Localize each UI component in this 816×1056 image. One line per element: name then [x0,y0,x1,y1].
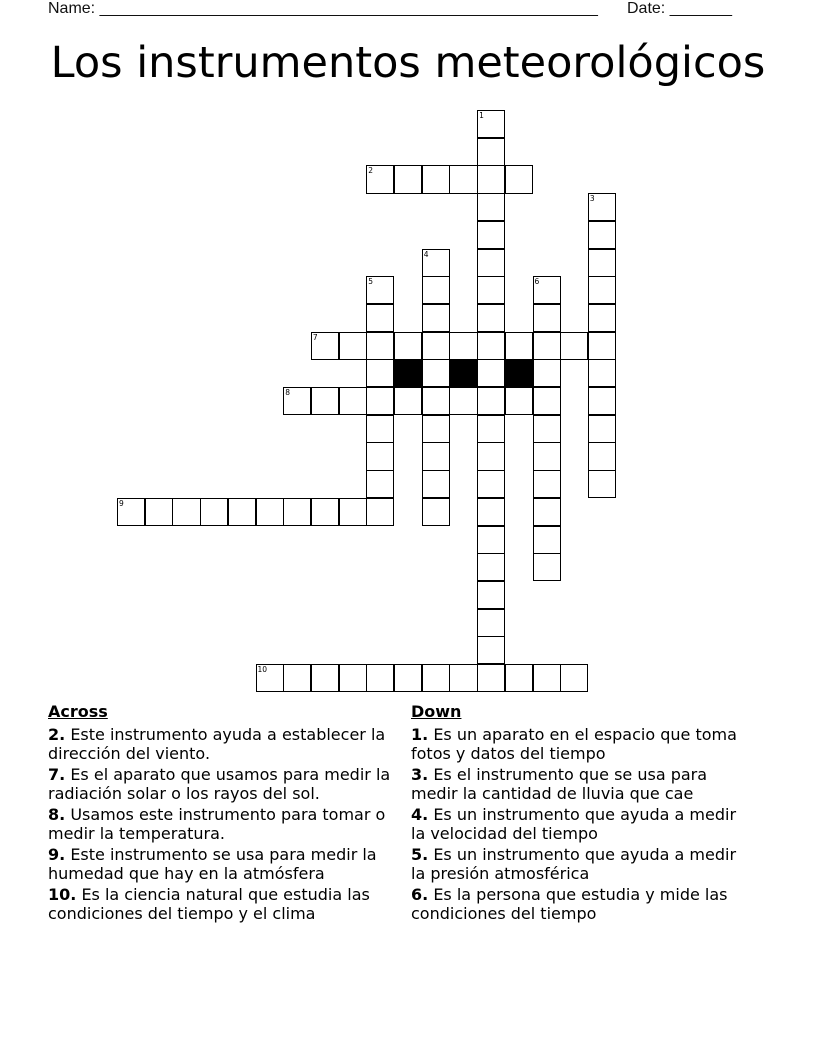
grid-cell[interactable] [588,249,616,277]
grid-cell[interactable] [449,165,477,193]
clue-number-label: 9. [48,845,66,864]
grid-cell[interactable] [477,470,505,498]
clue-number-label: 6. [411,885,429,904]
grid-cell[interactable] [533,498,561,526]
grid-cell[interactable] [533,553,561,581]
clue-number: 5 [368,277,374,287]
grid-cell[interactable] [366,359,394,387]
grid-cell[interactable] [588,415,616,443]
grid-cell[interactable] [394,387,422,415]
grid-cell[interactable] [533,664,561,692]
grid-cell[interactable] [477,304,505,332]
clue-number: 1 [479,111,484,120]
grid-cell[interactable] [505,387,533,415]
grid-cell[interactable] [366,498,394,526]
grid-cell[interactable] [256,664,284,692]
grid-cell[interactable] [505,664,533,692]
grid-cell[interactable] [477,110,505,138]
grid-cell[interactable] [422,415,450,443]
clue-text: Usamos este instrumento para tomar o medir la temperatura. [48,805,386,843]
grid-cell[interactable] [588,470,616,498]
grid-cell[interactable] [477,526,505,554]
grid-cell[interactable] [533,470,561,498]
grid-cell[interactable] [366,276,394,304]
black-cell [449,359,477,387]
across-heading: Across [48,702,108,721]
grid-cell[interactable] [533,359,561,387]
grid-cell[interactable] [366,165,394,193]
grid-cell[interactable] [422,332,450,360]
clue-number-label: 2. [48,725,66,744]
across-clue [48,805,400,843]
grid-cell[interactable] [588,221,616,249]
down-clue [411,885,741,923]
grid-cell[interactable] [366,304,394,332]
down-heading: Down [411,702,462,721]
grid-cell[interactable] [422,387,450,415]
grid-cell[interactable] [477,138,505,166]
down-clue [411,725,741,763]
grid-cell[interactable] [477,165,505,193]
grid-cell[interactable] [477,359,505,387]
grid-cell[interactable] [366,415,394,443]
down-clue [411,845,741,883]
grid-cell[interactable] [533,276,561,304]
clue-number: 6 [534,277,540,287]
grid-cell[interactable] [339,498,367,526]
clue-text: Es la persona que estudia y mide las condiciones del tiempo [411,885,728,923]
date-line: Date: _______ [627,0,732,17]
grid-cell[interactable] [394,664,422,692]
grid-cell[interactable] [477,276,505,304]
clue-number: 7 [312,332,318,342]
grid-cell[interactable] [145,498,173,526]
grid-cell[interactable] [533,332,561,360]
grid-cell[interactable] [311,664,339,692]
clue-number-label: 5. [411,845,429,864]
grid-cell[interactable] [422,249,450,277]
grid-cell[interactable] [200,498,228,526]
grid-cell[interactable] [588,304,616,332]
grid-cell[interactable] [422,304,450,332]
grid-cell[interactable] [117,498,145,526]
clue-number: 4 [423,249,429,259]
clue-text: Es el instrumento que se usa para medir la cantidad de lluvia que cae [411,765,708,803]
grid-cell[interactable] [477,332,505,360]
grid-cell[interactable] [588,442,616,470]
grid-cell[interactable] [477,609,505,637]
grid-cell[interactable] [533,442,561,470]
grid-cell[interactable] [477,415,505,443]
across-clue [48,765,400,803]
grid-cell[interactable] [505,332,533,360]
grid-cell[interactable] [339,664,367,692]
clue-number-label: 4. [411,805,429,824]
grid-cell[interactable] [477,498,505,526]
grid-cell[interactable] [533,304,561,332]
grid-cell[interactable] [449,387,477,415]
across-clue [48,885,400,923]
across-clues [48,702,400,925]
clue-text: Es un instrumento que ayuda a medir la presión atmosférica [411,845,737,883]
clue-number-label: 1. [411,725,429,744]
grid-cell[interactable] [366,332,394,360]
clue-number-label: 3. [411,765,429,784]
grid-cell[interactable] [533,387,561,415]
grid-cell[interactable] [588,276,616,304]
grid-cell[interactable] [283,387,311,415]
across-clue [48,725,400,763]
page-title: Los instrumentos meteorológicos [50,38,766,88]
down-clue [411,805,741,843]
grid-cell[interactable] [505,165,533,193]
grid-cell[interactable] [588,332,616,360]
grid-cell[interactable] [172,498,200,526]
grid-cell[interactable] [533,526,561,554]
grid-cell[interactable] [366,387,394,415]
grid-cell[interactable] [477,193,505,221]
black-cell [394,359,422,387]
grid-cell[interactable] [477,442,505,470]
grid-cell[interactable] [477,249,505,277]
clue-number: 10 [257,665,268,674]
clue-number: 9 [119,498,124,508]
grid-cell[interactable] [339,387,367,415]
clue-number: 8 [285,388,290,397]
grid-cell[interactable] [256,498,284,526]
grid-cell[interactable] [228,498,256,526]
clue-number-label: 8. [48,805,66,824]
grid-cell[interactable] [422,470,450,498]
grid-cell[interactable] [422,498,450,526]
grid-cell[interactable] [449,664,477,692]
grid-cell[interactable] [283,498,311,526]
grid-cell[interactable] [477,636,505,664]
grid-cell[interactable] [560,332,588,360]
grid-cell[interactable] [283,664,311,692]
grid-cell[interactable] [477,553,505,581]
grid-cell[interactable] [394,332,422,360]
clue-number: 2 [368,166,374,176]
clue-number-label: 7. [48,765,66,784]
grid-cell[interactable] [394,165,422,193]
grid-cell[interactable] [477,664,505,692]
black-cell [505,359,533,387]
grid-cell[interactable] [311,332,339,360]
grid-cell[interactable] [533,415,561,443]
grid-cell[interactable] [477,221,505,249]
grid-cell[interactable] [422,165,450,193]
grid-cell[interactable] [366,442,394,470]
grid-cell[interactable] [311,387,339,415]
clue-number: 3 [589,194,595,204]
grid-cell[interactable] [422,442,450,470]
grid-cell[interactable] [588,387,616,415]
down-clue [411,765,741,803]
grid-cell[interactable] [422,664,450,692]
grid-cell[interactable] [366,664,394,692]
clue-text: Es el aparato que usamos para medir la radiación solar o los rayos del sol. [48,765,391,803]
clue-text: Es un instrumento que ayuda a medir la velocidad del tiempo [411,805,737,843]
grid-cell[interactable] [339,332,367,360]
clue-text: Es la ciencia natural que estudia las condiciones del tiempo y el clima [48,885,370,923]
down-clues [411,702,741,925]
grid-cell[interactable] [560,664,588,692]
grid-cell[interactable] [422,276,450,304]
clue-text: Este instrumento ayuda a establecer la dirección del viento. [48,725,386,763]
name-line: Name: ________________________________________________________ [48,0,598,17]
grid-cell[interactable] [588,193,616,221]
grid-cell[interactable] [366,470,394,498]
grid-cell[interactable] [449,332,477,360]
grid-cell[interactable] [311,498,339,526]
grid-cell[interactable] [588,359,616,387]
clue-number-label: 10. [48,885,77,904]
clue-text: Es un aparato en el espacio que toma fotos y datos del tiempo [411,725,737,763]
clue-text: Este instrumento se usa para medir la humedad que hay en la atmósfera [48,845,377,883]
grid-cell[interactable] [477,387,505,415]
across-clue [48,845,400,883]
grid-cell[interactable] [477,581,505,609]
grid-cell[interactable] [422,359,450,387]
